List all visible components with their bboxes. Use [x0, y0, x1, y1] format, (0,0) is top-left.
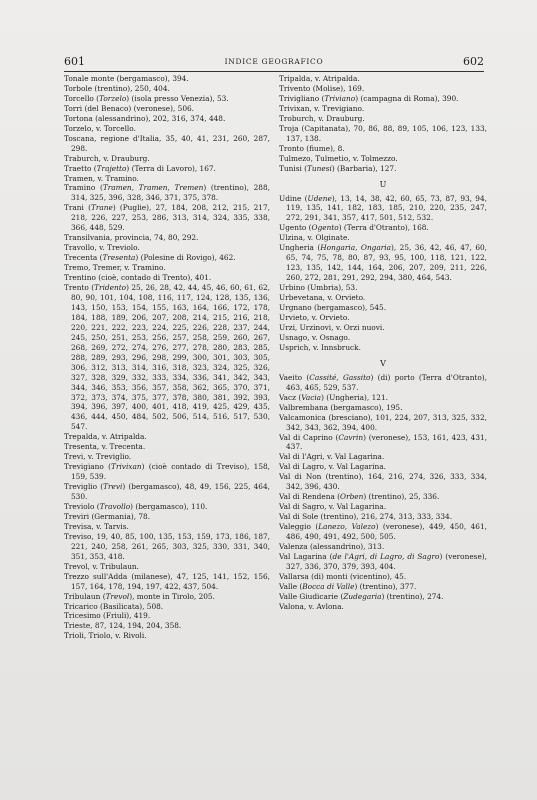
- index-entry: Tripalda, v. Atripalda.: [279, 74, 360, 83]
- page-header: [64, 55, 484, 69]
- index-entry: Valenza (alessandrino), 313.: [279, 541, 385, 551]
- index-entry: Ungheria (Hongaria, Ongaria), 25, 36, 42, 46, 47, 60, 65, 74, 75, 78, 80, 87, 93, 95, 100, 118, 121, 122, 123, 135, 142, 144, 164, 206, 207, 209, 211, 226, 260, 272, 281, 291, 292, 294, 380, 464, 543.: [279, 243, 488, 283]
- index-entry: Troburch, v. Drauburg.: [279, 113, 365, 123]
- index-entry: Tricesimo (Friuli), 419.: [64, 611, 151, 621]
- index-entry: Treviolo (Travollo) (bergamasco), 110.: [64, 501, 208, 511]
- index-entry: Usnago, v. Osnago.: [279, 332, 351, 342]
- index-entry: Trevigiano (Trivixan) (cioè contado di Treviso), 158, 159, 539.: [64, 462, 271, 482]
- index-entry: Transilvania, provincia, 74, 80, 292.: [64, 233, 199, 243]
- section-t: [279, 74, 487, 174]
- index-entry: Trani (Trane) (Puglie), 27, 184, 208, 212, 215, 217, 218, 226, 227, 253, 286, 313, 314, 324, 335, 338, 366, 448, 529.: [64, 203, 270, 233]
- index-entry: Treviglio (Trevi) (bergamasco), 48, 49, 156, 225, 464, 530.: [64, 482, 270, 502]
- index-entry: Ulzina, v. Olginate.: [279, 233, 350, 243]
- index-entry: Val di Caprino (Cavrin) (veronese), 153, 161, 423, 431, 437.: [279, 432, 488, 452]
- section-u: [279, 194, 487, 353]
- index-entry: Tulmezo, Tulmetio, v. Tolmezzo.: [279, 153, 398, 163]
- index-entry: Treviri (Germania), 78.: [64, 511, 151, 521]
- index-entry: Trezzo sull'Adda (milanese), 47, 125, 141, 152, 156, 157, 164, 178, 194, 197, 422, 437, 504.: [64, 571, 270, 591]
- index-entry: Valbrembana (bergamasco), 195.: [279, 402, 403, 412]
- section-v: [279, 373, 487, 612]
- index-entry: Val di Lagro, v. Val Lagarina.: [279, 462, 386, 472]
- index-entry: Val di Non (trentino), 164, 216, 274, 326, 333, 334, 342, 396, 430.: [279, 472, 487, 492]
- index-entry: Troja (Capitanata), 70, 86, 88, 89, 105, 106, 123, 133, 137, 138.: [279, 123, 487, 143]
- index-entry: Usprich, v. Innsbruck.: [279, 342, 361, 352]
- left-column: [64, 74, 270, 641]
- index-entry: Vallarsa (di) monti (vicentino), 45.: [279, 571, 407, 581]
- index-entry: Valona, v. Avlona.: [279, 601, 344, 611]
- index-entry: Tronto (fiume), 8.: [279, 143, 345, 153]
- section-letter-u: U: [379, 179, 387, 189]
- index-entry: Urvieto, v. Orvieto.: [279, 312, 350, 322]
- header-rule: [64, 71, 484, 72]
- index-entry: Treviso, 19, 40, 85, 100, 135, 153, 159, 173, 186, 187, 221, 240, 258, 261, 265, 303, 325, 330, 331, 340, 351, 353, 418.: [64, 531, 270, 561]
- index-entry: Travollo, v. Treviolo.: [64, 243, 140, 253]
- index-entry: Trevisa, v. Tarvis.: [64, 521, 129, 531]
- index-entry: Trioli, Triolo, v. Rivoli.: [64, 631, 147, 641]
- index-entry: Toscana, regione d'Italia, 35, 40, 41, 231, 260, 287, 298.: [64, 133, 270, 153]
- index-entry: Trivixan, v. Trevigiano.: [279, 103, 365, 113]
- page-number-right: 602: [463, 55, 484, 68]
- index-entry: Ugento (Ogento) (Terra d'Otranto), 168.: [279, 223, 429, 233]
- index-entry: Trento (Tridento) 25, 26, 28, 42, 44, 45, 46, 60, 61, 62, 80, 90, 101, 104, 108, 116, 117, 124, 128, 135, 136, 143, 150, 153, 154, 155, 163, 164, 166, 172, 178, 184, 188, 189, 206, 207, 208, 214, 215, 216, 218, 220, 221, 222, 223, 224, 225, 226, 228, 237, 244, 245, 250, 251, 253, 256, 257, 258, 259, 260, 267, 268, 269, 272, 274, 276, 277, 278, 280, 283, 285, 288, 289, 293, 296, 298, 299, 300, 301, 303, 305, 306, 312, 313, 314, 316, 318, 323, 324, 325, 326, 327, 328, 329, 332, 333, 334, 336, 341, 342, 343, 344, 346, 353, 356, 357, 358, 362, 365, 370, 371, 372, 373, 374, 375, 377, 378, 380, 381, 392, 393, 394, 396, 397, 400, 401, 418, 419, 425, 429, 435, 436, 444, 450, 484, 502, 506, 514, 516, 517, 530, 547.: [64, 283, 271, 432]
- index-entry: Urzi, Urzinovi, v. Orzi nuovi.: [279, 322, 385, 332]
- index-entry: Traetto (Trajetto) (Terra di Lavoro), 167.: [64, 163, 216, 173]
- index-entry: Torcello (Torzelo) (isola presso Venezia), 53.: [64, 93, 229, 103]
- index-entry: Traburch, v. Drauburg.: [64, 153, 150, 163]
- index-entry: Tribulaun (Trevol), monte in Tirolo, 205.: [64, 591, 215, 601]
- section-letter-v: V: [380, 358, 386, 368]
- index-entry: Urgnano (bergamasco), 545.: [279, 303, 387, 313]
- index-entry: Torzelo, v. Torcello.: [64, 123, 136, 133]
- index-entry: Tramen, v. Tramino.: [64, 173, 139, 183]
- index-entry: Trivento (Molise), 169.: [279, 83, 365, 93]
- page-number-left: 601: [64, 55, 85, 68]
- index-entry: Trevi, v. Treviglio.: [64, 452, 132, 462]
- index-entry: Val Lagarina (de l'Agri, di Lagro, di Sagro) (veronese), 327, 336, 370, 379, 393, 404.: [279, 551, 487, 571]
- index-entry: Tremo, Tremer, v. Tramino.: [64, 263, 166, 273]
- index-entry: Val di Sole (trentino), 216, 274, 313, 333, 334.: [279, 512, 453, 522]
- index-entry: Valcamonica (bresciano), 101, 224, 207, 313, 325, 332, 342, 343, 362, 394, 400.: [279, 412, 487, 432]
- index-entry: Tramino (Tramen, Tramen, Tremen) (trentino), 288, 314, 325, 396, 328, 346, 371, 375, 378.: [64, 183, 270, 203]
- index-entry: Trieste, 87, 124, 194, 204, 358.: [64, 621, 182, 631]
- running-title: INDICE GEOGRAFICO: [224, 57, 324, 66]
- index-entry: Urbino (Umbria), 53.: [279, 283, 358, 293]
- index-entry: Vaeito (Cassité, Gassito) (di) porto (Terra d'Otranto), 463, 465, 529, 537.: [279, 372, 487, 392]
- index-entry: Tortona (alessandrino), 202, 316, 374, 448.: [64, 113, 226, 123]
- index-entry: Valle (Bocca di Valle) (trentino), 377.: [279, 581, 417, 591]
- index-entry: Trevol, v. Tribulaun.: [64, 561, 139, 571]
- index-entry: Tresenta, v. Trecenta.: [64, 442, 146, 452]
- index-entry: Valle Giudicarie (Zudegaria) (trentino), 274.: [279, 591, 444, 601]
- index-entry: Tonale monte (bergamasco), 394.: [64, 74, 189, 83]
- index-entry: Urbevetana, v. Orvieto.: [279, 293, 366, 303]
- index-entry: Trentino (cioè, contado di Trento), 401.: [64, 273, 212, 283]
- index-entry: Tunisi (Tunesi) (Barbaria), 127.: [279, 163, 397, 173]
- index-entry: Val di Sagro, v. Val Lagarina.: [279, 502, 387, 512]
- right-column: [279, 74, 487, 612]
- index-entry: Val di Rendena (Orben) (trentino), 25, 336.: [279, 492, 440, 502]
- index-entry: Val di l'Agri, v. Val Lagarina.: [279, 452, 385, 462]
- index-entry: Trivigliano (Triviano) (campagna di Roma), 390.: [279, 93, 459, 103]
- index-entry: Udine (Udene), 13, 14, 38, 42, 60, 65, 73, 87, 93, 94, 119, 135, 141, 182, 183, 185, 210, 220, 235, 247, 272, 291, 341, 357, 417, 501, 512, 532.: [279, 193, 487, 223]
- index-entry: Trecenta (Tresenta) (Polesine di Rovigo), 462.: [64, 253, 236, 263]
- index-entry: Tricarico (Basilicata), 508.: [64, 601, 164, 611]
- index-entry: Valeggio (Lanezo, Valezo) (veronese), 449, 450, 461, 486, 490, 491, 492, 500, 505.: [279, 522, 487, 542]
- index-entry: Torbole (trentino), 250, 404.: [64, 83, 170, 93]
- index-entry: Trepalda, v. Atripalda.: [64, 432, 147, 442]
- index-entry: Vacz (Vacia) (Ungheria), 121.: [279, 392, 388, 402]
- index-entry: Torri (del Benaco) (veronese), 506.: [64, 103, 194, 113]
